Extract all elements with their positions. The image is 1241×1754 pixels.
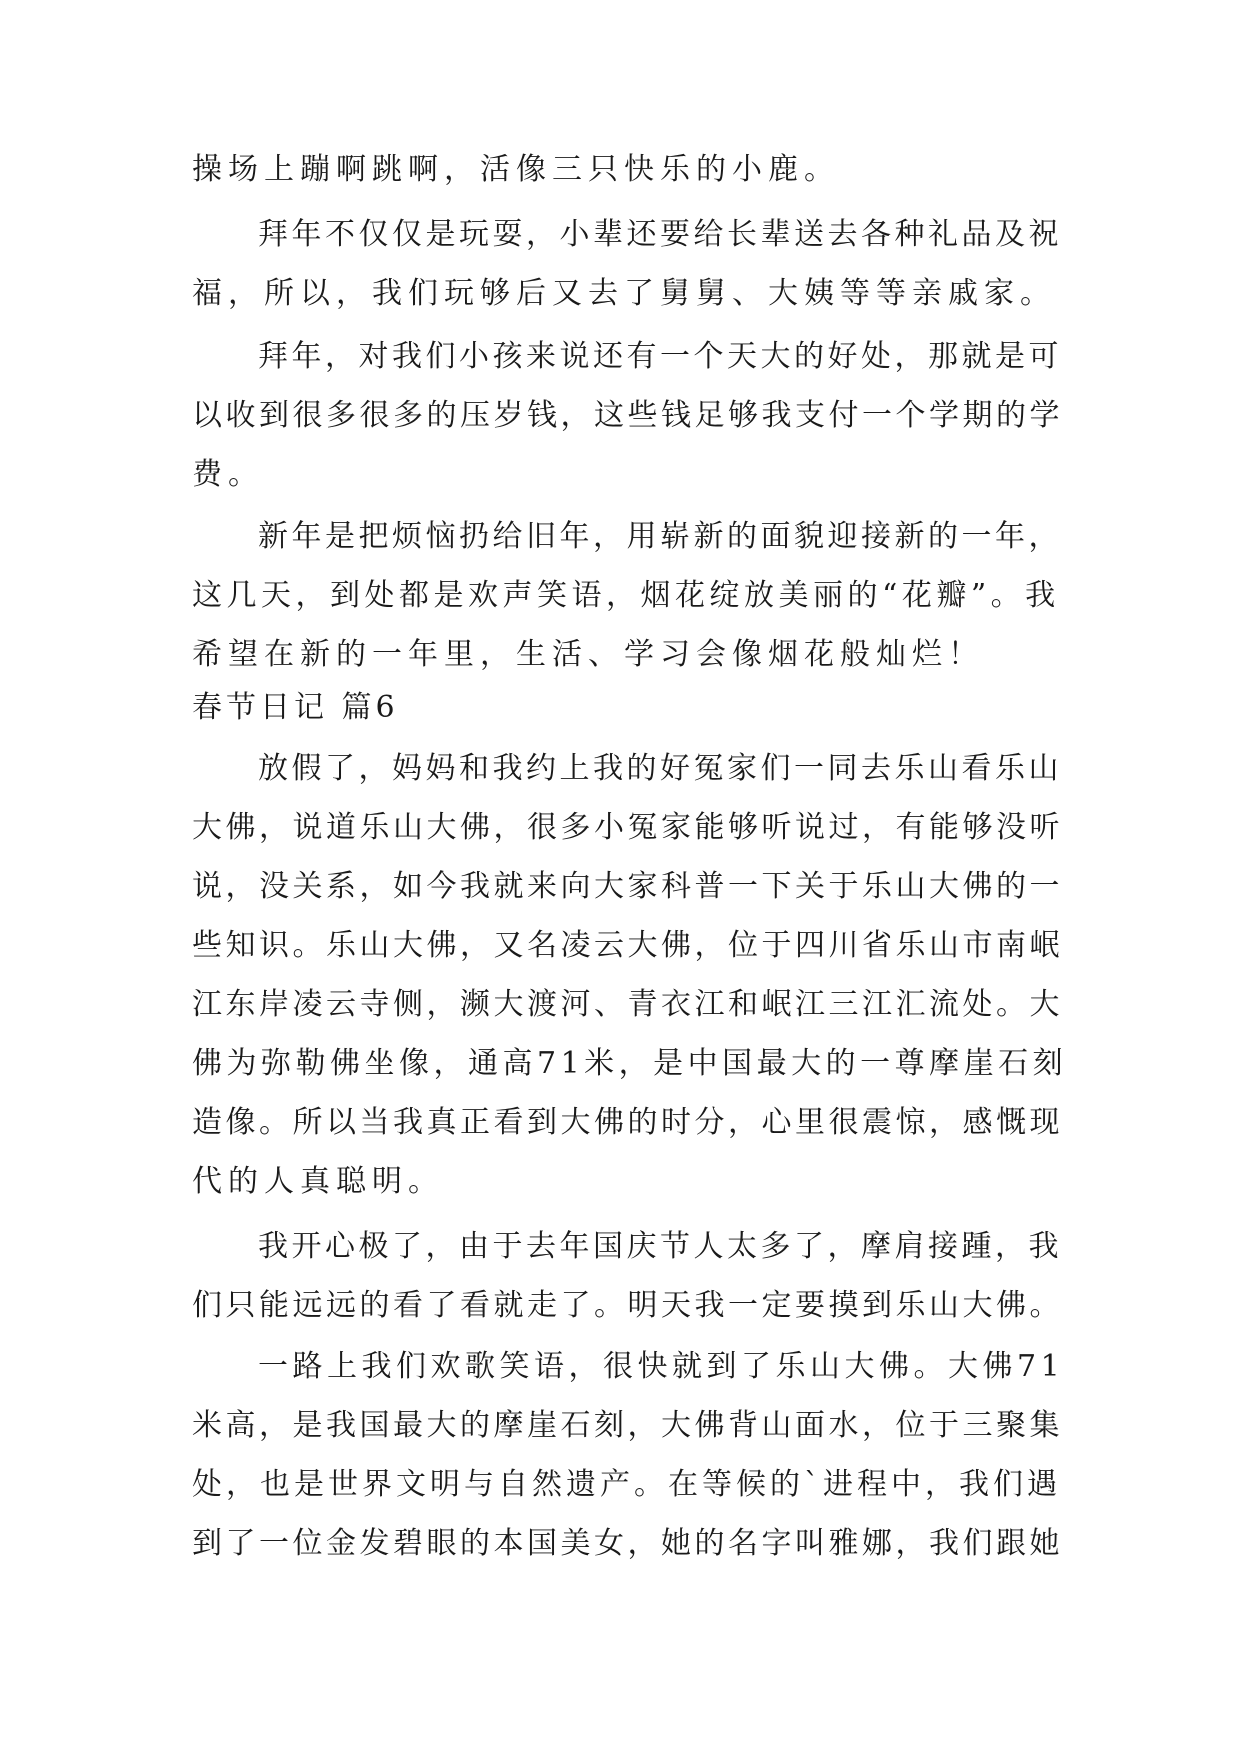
paragraph-first-line: 我开心极了，由于去年国庆节人太多了，摩肩接踵，我 [258, 1229, 1062, 1264]
text-line: 福，所以，我们玩够后又去了舅舅、大姨等等亲戚家。 [192, 276, 1056, 311]
section-heading: 春节日记 篇6 [192, 690, 399, 725]
paragraph-first-line: 拜年不仅仅是玩耍，小辈还要给长辈送去各种礼品及祝 [258, 217, 1062, 252]
text-line: 们只能远远的看了看就走了。明天我一定要摸到乐山大佛。 [192, 1288, 1063, 1323]
text-line: 费。 [192, 457, 264, 492]
text-line: 佛为弥勒佛坐像，通高71米，是中国最大的一尊摩崖石刻 [192, 1046, 1068, 1081]
text-line: 到了一位金发碧眼的本国美女，她的名字叫雅娜，我们跟她 [192, 1526, 1063, 1561]
text-line: 大佛，说道乐山大佛，很多小冤家能够听说过，有能够没听 [192, 810, 1063, 845]
paragraph-first-line: 放假了，妈妈和我约上我的好冤家们一同去乐山看乐山 [258, 751, 1062, 786]
text-line: 操场上蹦啊跳啊，活像三只快乐的小鹿。 [192, 152, 840, 187]
paragraph-first-line: 拜年，对我们小孩来说还有一个天大的好处，那就是可 [258, 339, 1062, 374]
paragraph-first-line: 新年是把烦恼扔给旧年，用崭新的面貌迎接新的一年， [258, 519, 1062, 554]
text-line: 代的人真聪明。 [192, 1164, 444, 1199]
text-line: 这几天，到处都是欢声笑语，烟花绽放美丽的“花瓣”。我 [192, 578, 1060, 613]
text-line: 希望在新的一年里，生活、学习会像烟花般灿烂！ [192, 637, 984, 672]
text-line: 说，没关系，如今我就来向大家科普一下关于乐山大佛的一 [192, 869, 1063, 904]
text-line: 造像。所以当我真正看到大佛的时分，心里很震惊，感慨现 [192, 1105, 1063, 1140]
paragraph-first-line: 一路上我们欢歌笑语，很快就到了乐山大佛。大佛71 [258, 1349, 1065, 1384]
text-line: 以收到很多很多的压岁钱，这些钱足够我支付一个学期的学 [192, 398, 1063, 433]
text-line: 江东岸凌云寺侧，濒大渡河、青衣江和岷江三江汇流处。大 [192, 987, 1063, 1022]
text-line: 些知识。乐山大佛，又名凌云大佛，位于四川省乐山市南岷 [192, 928, 1063, 963]
text-line: 处，也是世界文明与自然遗产。在等候的`进程中，我们遇 [192, 1467, 1061, 1502]
text-line: 米高，是我国最大的摩崖石刻，大佛背山面水，位于三聚集 [192, 1408, 1063, 1443]
